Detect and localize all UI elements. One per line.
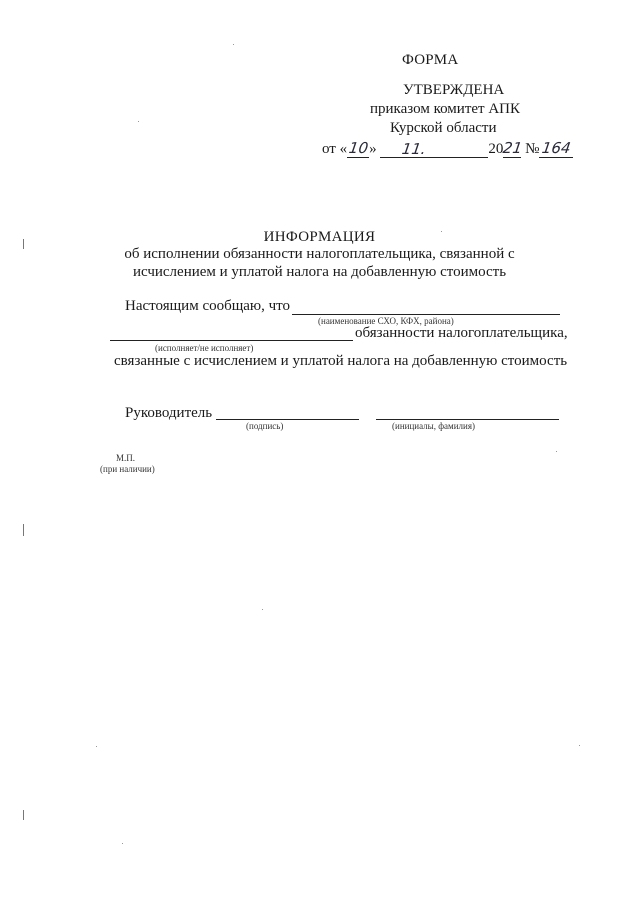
scan-speck (262, 609, 263, 610)
region-label: Курской области (390, 120, 497, 136)
duty-text: обязанности налогоплательщика, (355, 325, 568, 341)
approval-date-line (322, 139, 573, 163)
document-title: ИНФОРМАЦИЯ (263, 229, 376, 245)
head-label: Руководитель (125, 405, 213, 421)
organization-name-hint: (наименование СХО, КФХ, района) (318, 316, 454, 326)
performs-line (110, 340, 353, 341)
stamp-if-any: (при наличии) (100, 464, 155, 474)
number-field (539, 139, 573, 158)
year-value: 21 (502, 139, 524, 157)
scan-speck (96, 746, 97, 747)
number-sign: № (525, 141, 540, 157)
year-prefix: 20 (488, 141, 504, 157)
year-field (502, 139, 524, 158)
stamp-label: М.П. (116, 453, 136, 463)
organization-name-line (292, 314, 560, 315)
signature-line (216, 419, 359, 420)
scan-mark (23, 524, 24, 536)
month-field (380, 140, 488, 158)
document-subtitle-line1: об исполнении обязанности налогоплательщика, связанной с (124, 246, 515, 262)
date-close-quote: » (369, 141, 377, 157)
scan-speck (556, 451, 557, 452)
intro-text: Настоящим сообщаю, что (125, 298, 291, 314)
date-prefix: от « (322, 141, 348, 157)
form-label: ФОРМА (402, 52, 459, 68)
scan-speck (138, 121, 139, 122)
scan-speck (233, 44, 234, 45)
scan-speck (122, 843, 123, 844)
signature-hint: (подпись) (246, 421, 284, 431)
approved-label: УТВЕРЖДЕНА (403, 82, 505, 98)
scan-mark (23, 810, 24, 820)
month-value: 11. (401, 140, 428, 158)
name-line (376, 419, 559, 420)
related-text: связанные с исчислением и уплатой налога на добавленную стоимость (114, 353, 568, 369)
scan-speck (441, 231, 442, 232)
document-subtitle-line2: исчислением и уплатой налога на добавленную стоимость (132, 264, 507, 280)
name-hint: (инициалы, фамилия) (392, 421, 475, 431)
performs-hint: (исполняет/не исполняет) (155, 343, 254, 353)
scan-speck (579, 745, 580, 746)
day-field (347, 139, 369, 158)
scan-mark (23, 239, 24, 249)
number-value: 164 (540, 139, 572, 157)
order-by-label: приказом комитет АПК (370, 101, 521, 117)
day-value: 10 (347, 139, 369, 157)
